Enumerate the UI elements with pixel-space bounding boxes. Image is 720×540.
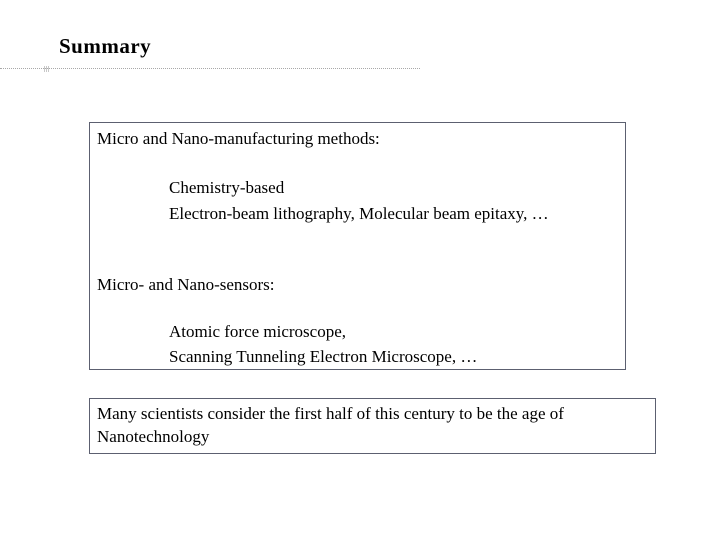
title-underline — [0, 66, 420, 72]
manufacturing-item-lithography: Electron-beam lithography, Molecular beam epitaxy, … — [169, 204, 549, 223]
sensors-item-afm: Atomic force microscope, — [169, 322, 347, 341]
rule-marker — [44, 66, 50, 72]
manufacturing-item-chemistry: Chemistry-based — [169, 178, 285, 197]
sensors-item-stm: Scanning Tunneling Electron Microscope, … — [169, 347, 478, 366]
methods-and-sensors-box — [89, 122, 626, 370]
manufacturing-heading: Micro and Nano-manufacturing methods: — [97, 129, 380, 148]
conclusion-box — [89, 398, 656, 454]
slide-title: Summary — [59, 34, 152, 58]
dotted-rule — [0, 68, 420, 69]
sensors-heading: Micro- and Nano-sensors: — [97, 275, 275, 294]
conclusion-text: Many scientists consider the first half of this century to be the age of Nanotechnology — [97, 404, 564, 446]
